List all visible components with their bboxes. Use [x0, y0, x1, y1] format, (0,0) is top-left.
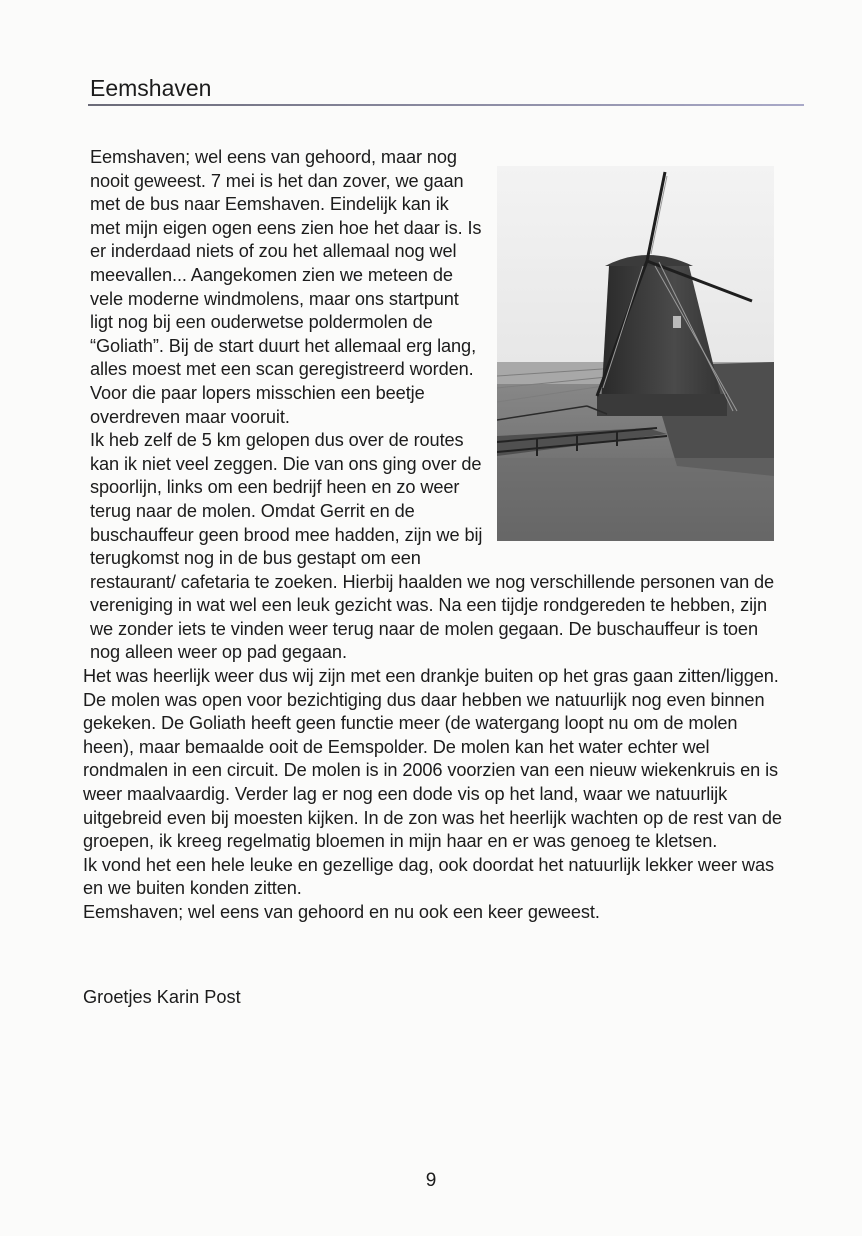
image-wrap-area [483, 146, 783, 556]
paragraph-2: Ik heb zelf de 5 km gelopen dus over de routes kan ik niet veel zeggen. Die van ons ging over de spoorlijn, links om een bedrijf heen en zo weer terug naar de molen. Omdat Gerrit en de buschauffeur geen brood mee hadden, zijn we bij terugkomst nog in de bus gestapt om een restaurant/ cafetaria te zoeken. Hierbij haalden we nog verschillende personen van de vereniging in wat wel een leuk gezicht was. Na een tijdje rondgereden te hebben, zijn we zonder iets te vinden weer terug naar de molen gegaan. De buschauffeur is toen nog alleen weer op pad gegaan. [90, 430, 775, 663]
page-title: Eemshaven [90, 75, 212, 101]
paragraph-5: Eemshaven; wel eens van gehoord en nu ook een keer geweest. [83, 902, 600, 922]
article-body [83, 146, 783, 925]
page-number: 9 [425, 1170, 437, 1191]
signature: Groetjes Karin Post [83, 987, 241, 1007]
title-underline [88, 104, 804, 106]
paragraph-4: Ik vond het een hele leuke en gezellige dag, ook doordat het natuurlijk lekker weer was en we buiten konden zitten. [83, 854, 774, 899]
paragraph-3: Het was heerlijk weer dus wij zijn met een drankje buiten op het gras gaan zitten/liggen. De molen was open voor bezichtiging dus daar hebben we natuurlijk nog even binnen gekeken. De Goliath heeft geen functie meer (de watergang loopt nu om de molen heen), maar bemaalde ooit de Eemspolder. De molen kan het water echter wel rondmalen in een circuit. De molen is in 2006 voorzien van een nieuw wiekenkruis en is weer maalvaardig. Verder lag er nog een dode vis op het land, waar we natuurlijk uitgebreid even bij moesten kijken. In de zon was het heerlijk wachten op de rest van de groepen, ik kreeg regelmatig bloemen in mijn haar en er was genoeg te kletsen. [83, 666, 782, 852]
paragraph-1: Eemshaven; wel eens van gehoord, maar nog nooit geweest. 7 mei is het dan zover, we gaan met de bus naar Eemshaven. Eindelijk kan ik met mijn eigen ogen eens zien hoe het daar is. Is er inderdaad niets of zou het allemaal nog wel meevallen... Aangekomen zien we meteen de vele moderne windmolens, maar ons startpunt ligt nog bij een ouderwetse poldermolen de “Goliath”. Bij de start duurt het allemaal erg lang, alles moest met een scan geregistreerd worden. Voor die paar lopers misschien een beetje overdreven maar vooruit. [90, 147, 482, 427]
